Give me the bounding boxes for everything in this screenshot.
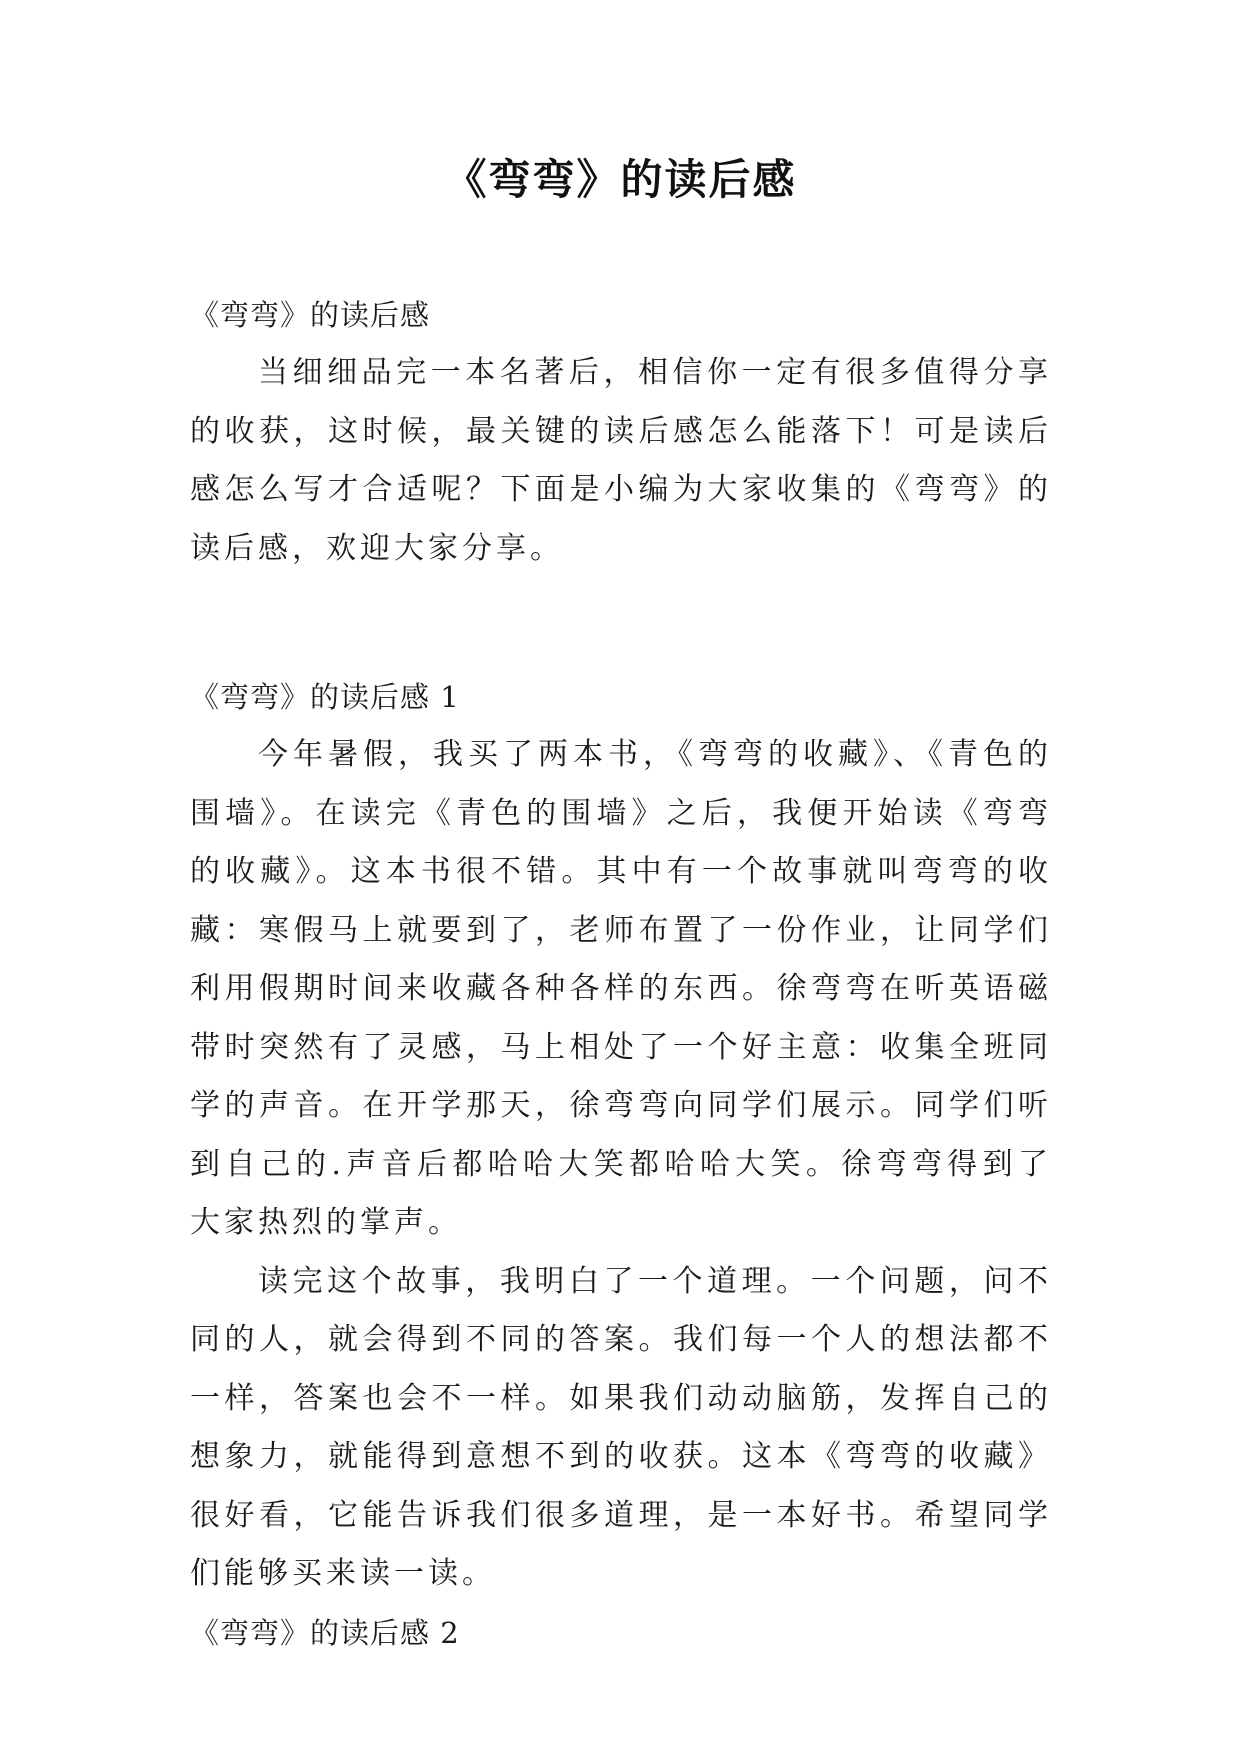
section1-paragraph-1: 今年暑假，我买了两本书，《弯弯的收藏》、《青色的围墙》。在读完《青色的围墙》之后，我便开始读《弯弯的收藏》。这本书很不错。其中有一个故事就叫弯弯的收藏：寒假马上就要到了，老师布置了一份作业，让同学们利用假期时间来收藏各种各样的东西。徐弯弯在听英语磁带时突然有了灵感，马上相处了一个好主意：收集全班同学的声音。在开学那天，徐弯弯向同学们展示。同学们听到自己的.声音后都哈哈大笑都哈哈大笑。徐弯弯得到了大家热烈的掌声。 — [190, 737, 1052, 1240]
section2-heading: 《弯弯》的读后感 2 — [190, 1615, 460, 1650]
section1-paragraph-2: 读完这个故事，我明白了一个道理。一个问题，问不同的人，就会得到不同的答案。我们每一个人的想法都不一样，答案也会不一样。如果我们动动脑筋，发挥自己的想象力，就能得到意想不到的收获。这本《弯弯的收藏》很好看，它能告诉我们很多道理，是一本好书。希望同学们能够买来读一读。 — [190, 1263, 1052, 1591]
section-spacer — [190, 578, 1052, 668]
intro-paragraph: 当细细品完一本名著后，相信你一定有很多值得分享的收获，这时候，最关键的读后感怎么能落下！可是读后感怎么写才合适呢？下面是小编为大家收集的《弯弯》的读后感，欢迎大家分享。 — [190, 355, 1052, 566]
document-body — [190, 286, 1052, 1662]
document-title: 《弯弯》的读后感 — [444, 155, 797, 204]
section1-heading: 《弯弯》的读后感 1 — [190, 680, 460, 714]
intro-heading: 《弯弯》的读后感 — [190, 298, 431, 332]
